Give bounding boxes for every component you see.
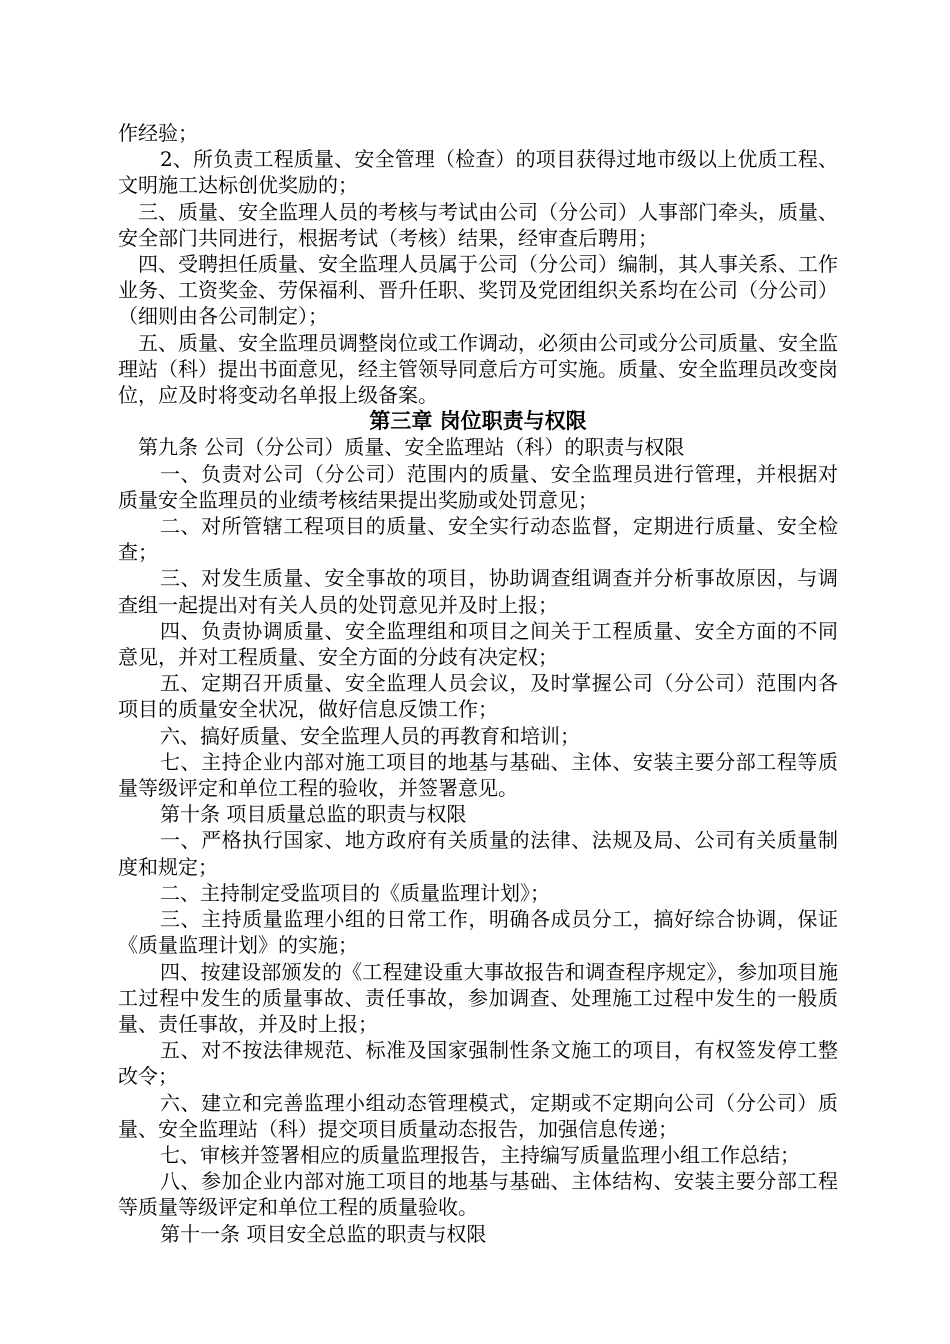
article-9-item-7: 七、主持企业内部对施工项目的地基与基础、主体、安装主要分部工程等质量等级评定和单位工程的验收，并签署意见。 xyxy=(118,749,838,801)
article-10-item-8: 八、参加企业内部对施工项目的地基与基础、主体结构、安装主要分部工程等质量等级评定和单位工程的质量验收。 xyxy=(118,1169,838,1220)
article-10-item-1: 一、严格执行国家、地方政府有关质量的法律、法规及局、公司有关质量制度和规定； xyxy=(118,828,838,879)
article-10-item-2: 二、主持制定受监项目的《质量监理计划》； xyxy=(160,880,550,905)
paragraph-item-four: 四、受聘担任质量、安全监理人员属于公司（分公司）编制，其人事关系、工作业务、工资奖金、劳保福利、晋升任职、奖罚及党团组织关系均在公司（分公司）（细则由各公司制定）； xyxy=(118,252,838,329)
article-9-item-3: 三、对发生质量、安全事故的项目，协助调查组调查并分析事故原因，与调查组一起提出对有关人员的处罚意见并及时上报； xyxy=(118,566,838,617)
article-9-item-5: 五、定期召开质量、安全监理人员会议，及时掌握公司（分公司）范围内各项目的质量安全状况，做好信息反馈工作； xyxy=(118,671,838,722)
document-body xyxy=(118,120,838,1247)
chapter-heading: 第三章 岗位职责与权限 xyxy=(369,409,587,434)
article-11-title: 第十一条 项目安全总监的职责与权限 xyxy=(160,1221,487,1246)
article-9-item-4: 四、负责协调质量、安全监理组和项目之间关于工程质量、安全方面的不同意见，并对工程质量、安全方面的分歧有决定权； xyxy=(118,618,838,670)
article-10-title: 第十条 项目质量总监的职责与权限 xyxy=(160,802,467,827)
article-9-item-2: 二、对所管辖工程项目的质量、安全实行动态监督，定期进行质量、安全检查； xyxy=(118,514,838,565)
paragraph-item-five: 五、质量、安全监理员调整岗位或工作调动，必须由公司或分公司质量、安全监理站（科）提出书面意见，经主管领导同意后方可实施。质量、安全监理员改变岗位，应及时将变动名单报上级备案。 xyxy=(118,330,838,408)
paragraph-item-three: 三、质量、安全监理人员的考核与考试由公司（分公司）人事部门牵头，质量、安全部门共同进行，根据考试（考核）结果，经审查后聘用； xyxy=(118,199,838,250)
article-10-item-4: 四、按建设部颁发的《工程建设重大事故报告和调查程序规定》，参加项目施工过程中发生的质量事故、责任事故，参加调查、处理施工过程中发生的一般质量、责任事故，并及时上报； xyxy=(118,959,838,1036)
paragraph-continuation: 作经验； xyxy=(118,121,198,145)
article-9-title: 第九条 公司（分公司）质量、安全监理站（科）的职责与权限 xyxy=(138,435,685,460)
article-10-item-3: 三、主持质量监理小组的日常工作，明确各成员分工，搞好综合协调，保证《质量监理计划》的实施； xyxy=(118,907,838,958)
article-9-item-6: 六、搞好质量、安全监理人员的再教育和培训； xyxy=(160,723,580,748)
article-9-item-1: 一、负责对公司（分公司）范围内的质量、安全监理员进行管理，并根据对质量安全监理员的业绩考核结果提出奖励或处罚意见； xyxy=(118,461,838,512)
paragraph-item-2: 2、所负责工程质量、安全管理（检查）的项目获得过地市级以上优质工程、文明施工达标创优奖励的； xyxy=(118,147,838,198)
article-10-item-5: 五、对不按法律规范、标准及国家强制性条文施工的项目，有权签发停工整改令； xyxy=(118,1038,838,1089)
article-10-item-7: 七、审核并签署相应的质量监理报告，主持编写质量监理小组工作总结； xyxy=(160,1142,800,1167)
article-10-item-6: 六、建立和完善监理小组动态管理模式，定期或不定期向公司（分公司）质量、安全监理站（科）提交项目质量动态报告，加强信息传递； xyxy=(118,1090,838,1141)
